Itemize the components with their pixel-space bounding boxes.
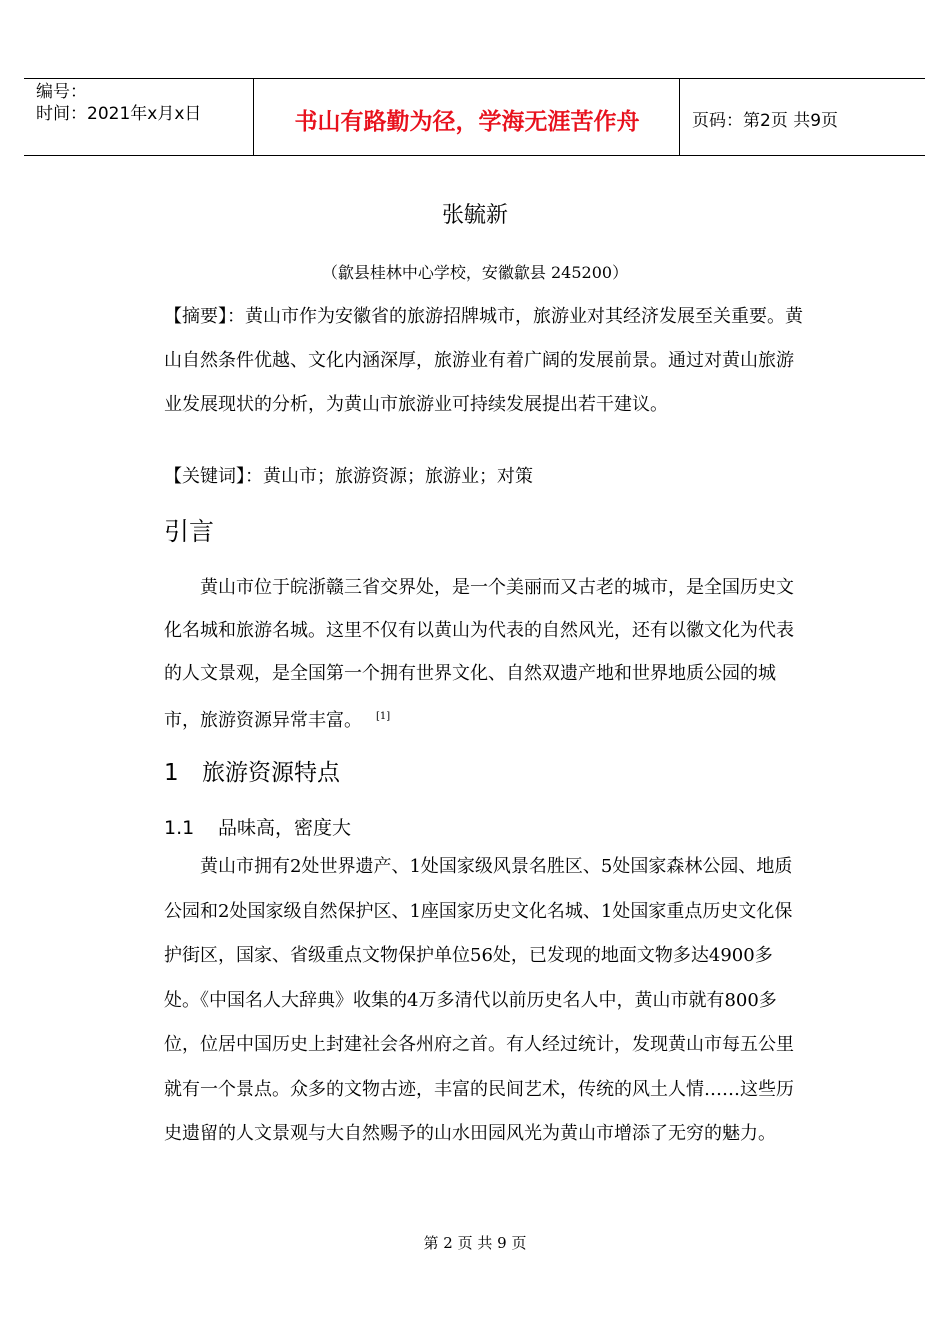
- header-motto: 书山有路勤为径，学海无涯苦作舟: [294, 109, 640, 135]
- document-time-label: 时间：2021年x月x日: [36, 104, 202, 124]
- subsection-number: 1.1: [164, 817, 195, 839]
- abstract: 【摘要】：黄山市作为安徽省的旅游招牌城市，旅游业对其经济发展至关重要。黄山自然条件优越、文化内涵深厚，旅游业有着广阔的发展前景。通过对黄山旅游业发展现状的分析，为黄山市旅游业可持续发展提出若干建议。: [164, 306, 803, 415]
- section-number: 1: [164, 760, 179, 786]
- intro-paragraph: [164, 566, 804, 742]
- subsection-heading: [164, 813, 351, 840]
- subsection-title: 品味高，密度大: [218, 817, 352, 839]
- author-name: 张毓新: [441, 203, 508, 228]
- header-divider: [679, 79, 680, 155]
- intro-heading: 引言: [164, 517, 215, 546]
- footnote-reference: [1]: [376, 711, 391, 722]
- section-title: 旅游资源特点: [202, 760, 340, 786]
- header-meta: [36, 81, 201, 125]
- keywords: 【关键词】：黄山市；旅游资源；旅游业；对策: [164, 466, 533, 487]
- intro-text: 黄山市位于皖浙赣三省交界处，是一个美丽而又古老的城市，是全国历史文化名城和旅游名城。这里不仅有以黄山为代表的自然风光，还有以徽文化为代表的人文景观，是全国第一个拥有世界文化、自然双遗产地和世界地质公园的城市，旅游资源异常丰富。: [164, 577, 794, 731]
- subsection-paragraph: 黄山市拥有2处世界遗产、1处国家级风景名胜区、5处国家森林公园、地质公园和2处国家级自然保护区、1座国家历史文化名城、1处国家重点历史文化保护街区，国家、省级重点文物保护单位56处，已发现的地面文物多达4900多处。《中国名人大辞典》收集的4万多清代以前历史名人中，黄山市就有800多位，位居中国历史上封建社会各州府之首。有人经过统计，发现黄山市每五公里就有一个景点。众多的文物古迹，丰富的民间艺术，传统的风土人情……这些历史遗留的人文景观与大自然赐予的山水田园风光为黄山市增添了无穷的魅力。: [164, 856, 794, 1144]
- header-page-info: 页码：第2页 共9页: [692, 111, 839, 131]
- author-affiliation: （歙县桂林中心学校，安徽歙县 245200）: [321, 263, 629, 282]
- section-heading: [164, 754, 340, 787]
- page-footer: 第 2 页 共 9 页: [423, 1234, 527, 1252]
- document-number-label: 编号：: [36, 82, 87, 102]
- page-header: [24, 78, 925, 156]
